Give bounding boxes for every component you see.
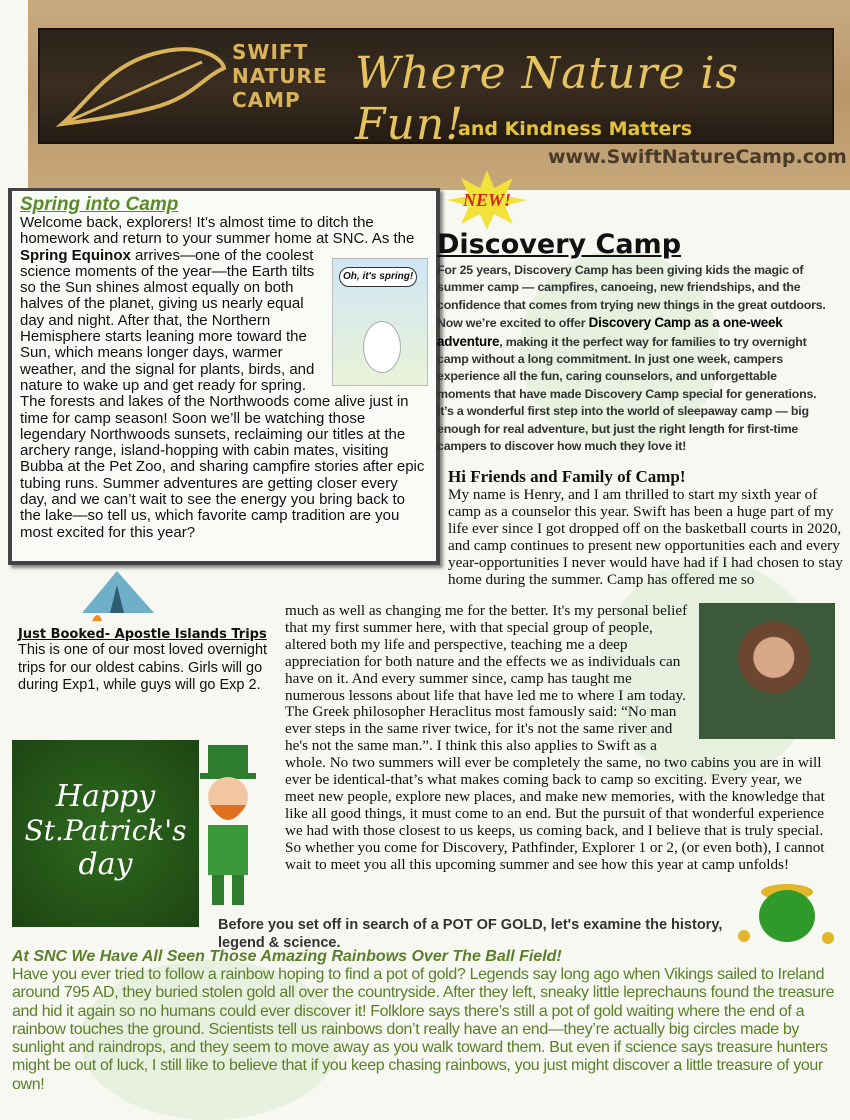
text: For 25 years, Discovery Camp has been giving kids the magic of summer camp — campfires, canoeing, new friendships, and the confidence that comes from trying new things in the great outdoors. Now we’re excited to offer [437,263,826,331]
brand-line: NATURE [232,64,328,88]
greeting-line: day [78,847,133,882]
text: much as well as changing me for the better. It's my personal belief that my first summer here, with that special group of people, altered both my life and perspective, teaching me a deep appreciation for both nature and the effects we as individuals can have on it. And every summer since, camp has taught me numerous lessons about life that have led me to where I am today. The Greek philosopher Heraclitus most famously said: “No man ever steps in the same river twice, for it's not the same river and he's not the same man.”. I think this also applies to Swift as a whole. No two summers will ever be completely the same, no two cabins you are in will ever be identical-that’s what makes coming back to camp so exciting. Every year, we meet new people, explore new places, and make new memories, with the knowledge that like all good things, it must come to an end. But the pursuit of that wonderful experience we had with those closest to us keeps, us coming back, and I believe that is truly special. So whether you come for Discovery, Pathfinder, Explorer 1 or 2, (or even both), I cannot wait to meet you all this upcoming summer and see how this year at camp unfolds! [285,602,825,873]
image-caption: Oh, it's spring! [339,267,417,287]
discovery-article [437,228,827,455]
counselor-photo [699,603,835,739]
rainbow-article [12,948,842,1094]
slogan: Where Nature is Fun! [355,48,740,150]
bold-text: Spring Equinox [20,246,131,264]
greeting-line: St.Patrick's [24,814,187,847]
pot-of-gold-icon [732,880,837,945]
letter-part2 [285,603,835,874]
new-badge-text: NEW! [462,190,512,210]
website-link[interactable]: www.SwiftNatureCamp.com [548,146,847,168]
apostle-article [18,627,278,695]
spring-article [8,188,440,565]
oak-leaf-logo-icon [52,38,232,134]
text: Welcome back, explorers! It’s almost time to ditch the homework and return to your summer home at SNC. As the [20,214,415,248]
spring-text [20,215,428,541]
rainbow-text: Have you ever tried to follow a rainbow hoping to find a pot of gold? Legends say long ago when Vikings sailed to Ireland around 795 AD, they buried stolen gold all over the countryside. After they left, sneaky little leprechauns found the treasure and hid it again so no humans could ever discover it! Folklore says there’s still a pot of gold waiting where the end of a rainbow touches the ground. Scientists tell us rainbows don’t really have an end—they’re actually big circles made by sunlight and raindrops, and they seem to move away as you walk toward them. But even if science says treasure hunters might be out of luck, I still like to believe that if you keep chasing rainbows, you just might discover a little treasure of your own! [12,966,835,1093]
snowman-image [332,258,428,386]
letter-title: Hi Friends and Family of Camp! [448,467,686,486]
letter-part1 [448,467,848,588]
apostle-text: This is one of our most loved overnight trips for our oldest cabins. Girls will go during Exp1, while guys will go Exp 2. [18,642,268,693]
st-patricks-image [12,740,199,927]
brand-line: CAMP [232,88,301,112]
letter-text [285,603,835,874]
apostle-title: Just Booked- Apostle Islands Trips [18,627,267,642]
tent-icon [72,565,162,627]
gold-intro: Before you set off in search of a POT OF GOLD, let's examine the history, legend & science. [218,917,723,951]
tagline: and Kindness Matters [458,118,693,140]
spring-title: Spring into Camp [20,194,179,215]
rainbow-title: At SNC We Have All Seen Those Amazing Rainbows Over The Ball Field! [12,948,562,965]
brand-line: SWIFT [232,40,309,64]
letter-text: My name is Henry, and I am thrilled to start my sixth year of camp as a counselor this year. Swift has been a huge part of my life ever since I got dropped off on the basketball courts in 2020, and camp continues to present new opportunities each and every year-opportunities I never would have had if I had chosen to stay home during the summer. Camp has offered me so [448,486,843,588]
text: , making it the perfect way for families to try overnight camp without a long commitment. In just one week, campers experience all the fun, caring counselors, and unforgettable moments that have made Discovery Camp special for generations. It’s a wonderful first step into the world of sleepaway camp — big enough for real adventure, but just the right length for first-time campers to discover how much they love it! [437,334,817,454]
leprechaun-icon [178,745,278,915]
new-badge-icon [447,170,527,230]
text: arrives—one of the coolest science moments of the year—the Earth tilts so the Sun shines almost equally on both halves of the planet, giving us nearly equal day and night. After that, the Northern Hemisphere starts leaning more toward the Sun, which means longer days, warmer weather, and the signal for plants, birds, and nature to wake up and get ready for spring. The forests and lakes of the Northwoods come alive just in time for camp season! Soon we’ll be watching those legendary Northwoods sunsets, reclaiming our titles at the archery range, island-hopping with cabin mates, visiting Bubba at the Pet Zoo, and sharing campfire stories after epic tubing runs. Summer adventures are getting closer every day, and we can’t wait to see the energy you bring back to the lake—so tell us, which favorite camp tradition are you most excited for this year? [20,246,425,541]
discovery-text [437,262,827,455]
brand-name [232,40,328,112]
greeting-line: Happy [55,779,156,814]
discovery-title: Discovery Camp [437,229,682,260]
bold-text: Discovery Camp as a one-week adventure [437,315,783,349]
